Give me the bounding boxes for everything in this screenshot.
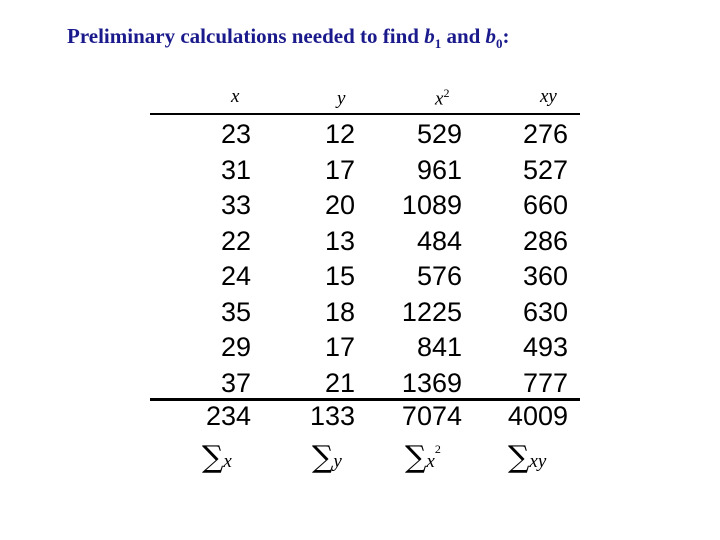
sigma-x-squared (405, 440, 441, 475)
cell-xy: 630 (522, 296, 568, 327)
title-prefix: Preliminary calculations needed to find (67, 24, 425, 48)
cell-x: 29 (220, 332, 251, 362)
cell-x: 31 (220, 154, 251, 185)
cell-x: 24 (220, 261, 251, 291)
cell-x: 22 (220, 225, 251, 256)
cell-xy: 527 (522, 154, 568, 185)
cell-y: 12 (324, 119, 355, 149)
cell-y: 15 (324, 261, 355, 291)
cell-y: 17 (324, 154, 355, 185)
sigma-y-var: y (333, 451, 342, 472)
sigma-icon: ∑ (508, 440, 530, 475)
header-y: y (337, 88, 346, 109)
cell-x-squared: 576 (416, 261, 462, 291)
table-row (150, 187, 580, 223)
cell-y: 18 (324, 296, 355, 327)
sigma-x2-var: x (426, 451, 435, 472)
cell-y: 20 (324, 190, 355, 220)
totals-row (150, 398, 580, 434)
header-xy: xy (540, 86, 557, 107)
cell-xy: 777 (522, 367, 568, 398)
sigma-icon: ∑ (202, 440, 224, 475)
sigma-icon: ∑ (312, 440, 334, 475)
cell-y: 21 (324, 367, 355, 398)
title-suffix: : (502, 24, 510, 48)
total-y: 133 (309, 401, 355, 431)
table-header (150, 80, 580, 110)
total-x-squared: 7074 (401, 401, 462, 431)
cell-x-squared: 1089 (401, 190, 462, 220)
cell-x-squared: 1369 (401, 367, 462, 398)
title-b1-subscript: 1 (434, 36, 442, 52)
header-rule (150, 113, 580, 115)
sigma-icon: ∑ (405, 440, 427, 475)
table-row (150, 258, 580, 294)
cell-x: 23 (220, 119, 251, 149)
header-x: x (231, 86, 240, 107)
cell-xy: 286 (522, 225, 568, 256)
cell-x-squared: 1225 (401, 296, 462, 327)
sigma-xy (508, 440, 546, 475)
cell-x: 37 (220, 367, 251, 398)
cell-y: 17 (324, 332, 355, 362)
table-row (150, 223, 580, 259)
cell-xy: 660 (522, 190, 568, 220)
cell-x: 33 (220, 190, 251, 220)
cell-y: 13 (324, 225, 355, 256)
sigma-y (312, 440, 342, 475)
title-b0-subscript: 0 (496, 36, 503, 52)
cell-x-squared: 841 (416, 332, 462, 362)
title-b0-letter: b (485, 24, 497, 48)
total-x: 234 (205, 401, 251, 431)
header-x2-base: x (435, 88, 444, 110)
cell-xy: 276 (522, 119, 568, 149)
header-x-squared (435, 86, 449, 110)
sigma-x-var: x (223, 451, 232, 472)
title-middle: and (441, 24, 486, 48)
table-row (150, 152, 580, 188)
cell-x-squared: 484 (416, 225, 462, 256)
title-b1-letter: b (424, 24, 435, 48)
cell-x: 35 (220, 296, 251, 327)
slide-title (67, 24, 510, 52)
header-x2-exponent: 2 (443, 86, 450, 100)
table-row (150, 116, 580, 152)
sigma-labels-row (150, 440, 580, 480)
sigma-x2-exponent: 2 (434, 442, 441, 456)
sigma-x (202, 440, 232, 475)
table-row (150, 329, 580, 365)
cell-x-squared: 961 (416, 154, 462, 185)
table-row (150, 294, 580, 330)
cell-xy: 360 (522, 261, 568, 291)
sigma-xy-var: xy (529, 451, 547, 472)
table-row (150, 365, 580, 401)
cell-xy: 493 (522, 332, 568, 362)
cell-x-squared: 529 (416, 119, 462, 149)
total-xy: 4009 (507, 401, 568, 431)
